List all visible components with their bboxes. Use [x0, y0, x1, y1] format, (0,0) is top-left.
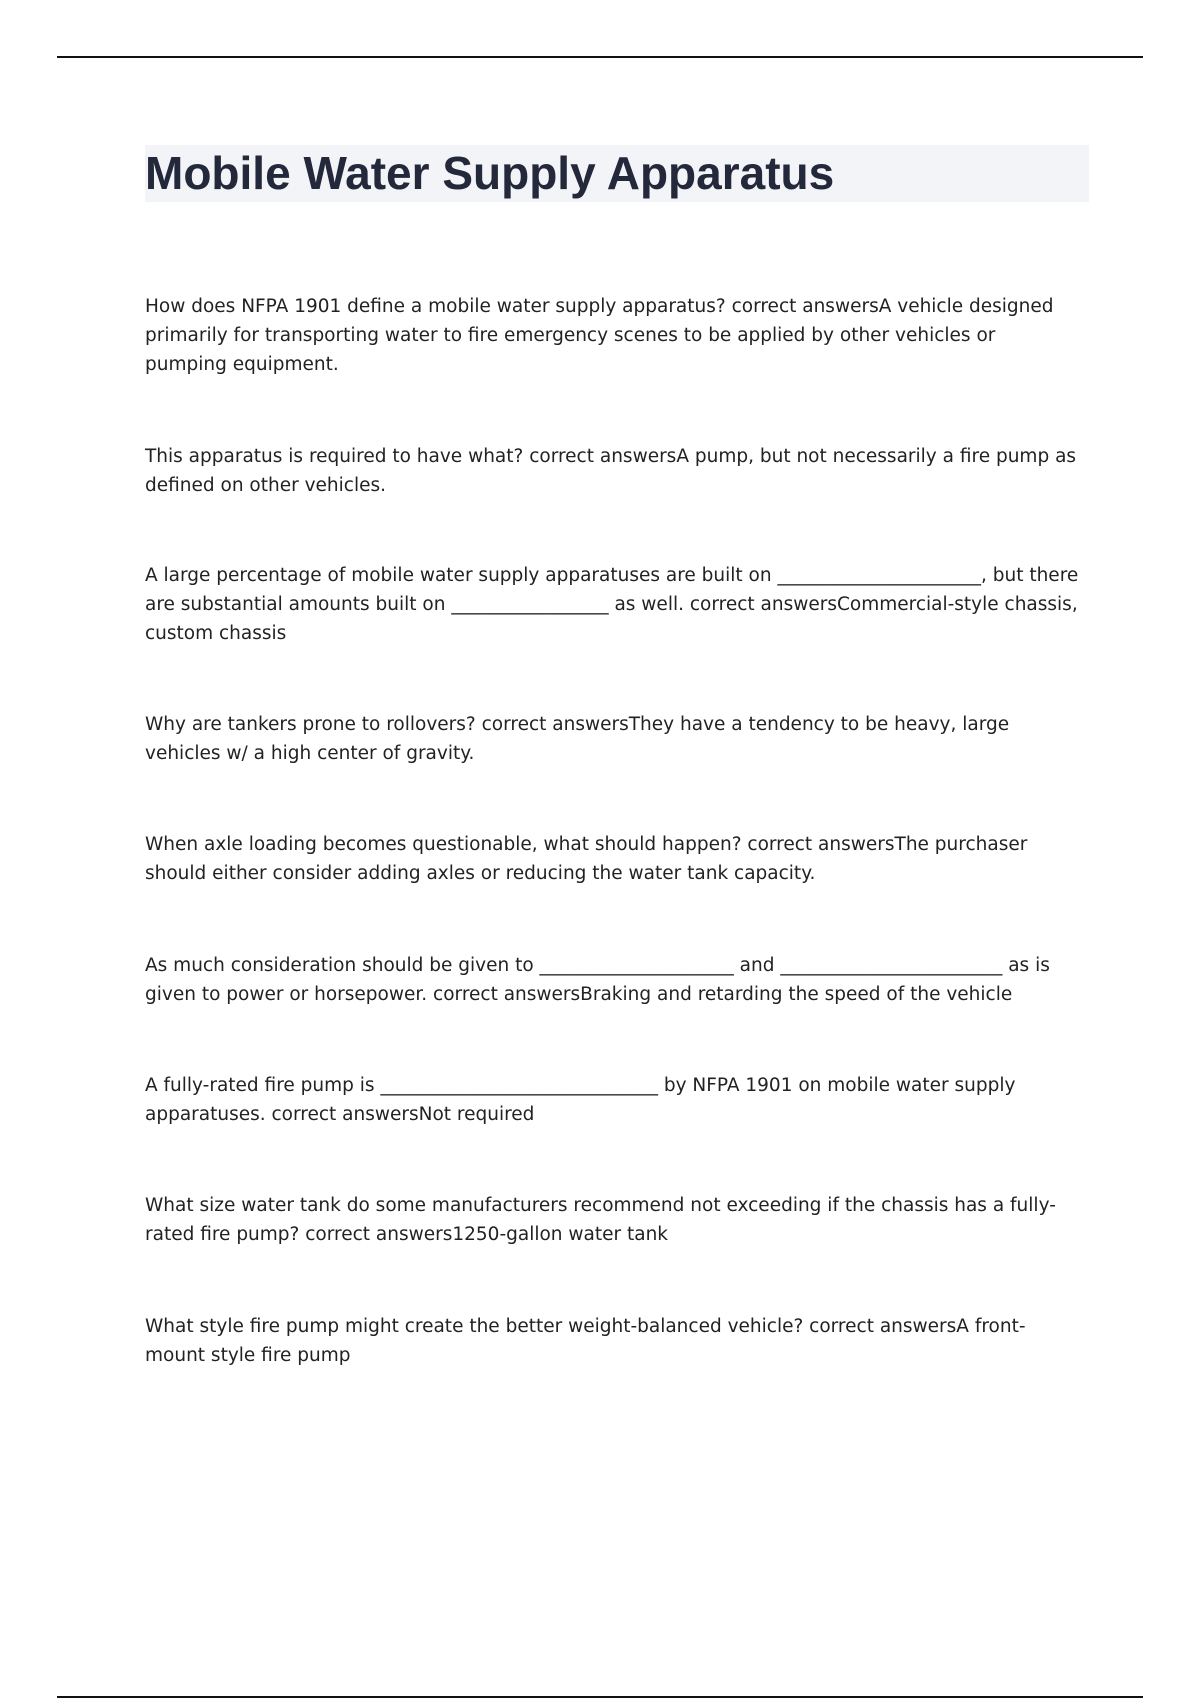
qa-item-8: What size water tank do some manufacturers recommend not exceeding if the chassis has a fully-rated fire pump? correct answers1250-gallon water tank	[145, 1195, 1056, 1245]
qa-item-7: A fully-rated fire pump is ______________________________ by NFPA 1901 on mobile water supply apparatuses. correct answersNot required	[145, 1075, 1016, 1125]
qa-item-9: What style fire pump might create the better weight-balanced vehicle? correct answersA front-mount style fire pump	[145, 1316, 1026, 1366]
qa-item-4: Why are tankers prone to rollovers? correct answersThey have a tendency to be heavy, large vehicles w/ a high center of gravity.	[145, 714, 1010, 764]
top-rule	[57, 56, 1143, 58]
qa-item-3: A large percentage of mobile water supply apparatuses are built on ______________________, but there are substantial amounts built on _________________ as well. correct answersCommercial-style chassis, custom chassis	[145, 565, 1079, 644]
qa-item-6: As much consideration should be given to _____________________ and ________________________ as is given to power or horsepower. correct answersBraking and retarding the speed of the vehicle	[145, 955, 1050, 1005]
qa-item-2: This apparatus is required to have what? correct answersA pump, but not necessarily a fire pump as defined on other vehicles.	[145, 446, 1077, 496]
bottom-rule	[57, 1696, 1143, 1698]
qa-item-1: How does NFPA 1901 define a mobile water supply apparatus? correct answersA vehicle designed primarily for transporting water to fire emergency scenes to be applied by other vehicles or pumping equipment.	[145, 296, 1054, 375]
page-title: Mobile Water Supply Apparatus	[145, 147, 835, 199]
qa-item-5: When axle loading becomes questionable, what should happen? correct answersThe purchaser should either consider adding axles or reducing the water tank capacity.	[145, 834, 1028, 884]
